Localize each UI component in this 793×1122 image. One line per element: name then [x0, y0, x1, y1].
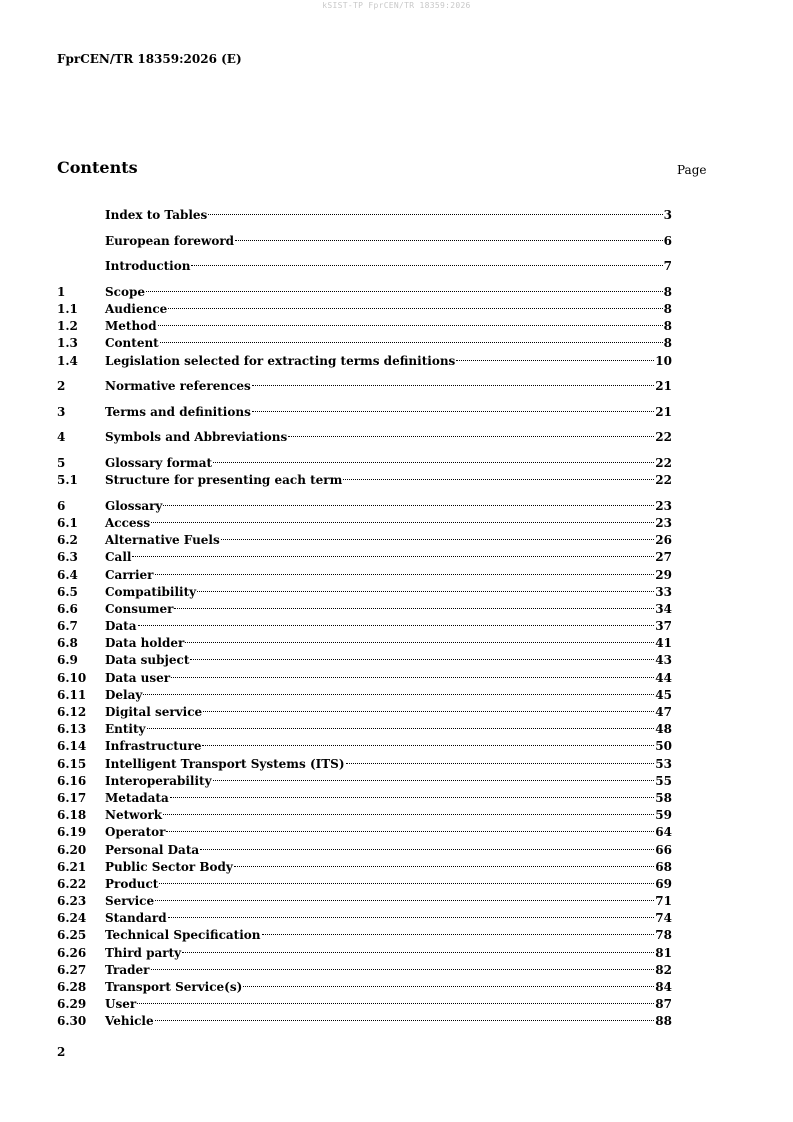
- toc-entry-page[interactable]: 71: [655, 894, 672, 909]
- toc-entry-page[interactable]: 69: [655, 876, 672, 891]
- toc-entry-page[interactable]: 26: [655, 533, 672, 548]
- toc-entry[interactable]: [57, 1008, 672, 1029]
- toc-entry-title[interactable]: Carrier: [105, 567, 154, 582]
- toc-entry-title[interactable]: Public Sector Body: [105, 859, 233, 874]
- toc-entry-title[interactable]: Data holder: [105, 636, 185, 651]
- toc-entry-title[interactable]: Vehicle: [105, 1014, 154, 1029]
- toc-dot-leader: [197, 579, 654, 596]
- toc-entry-number: 6.4: [57, 567, 78, 582]
- toc-entry-page[interactable]: 66: [655, 842, 672, 857]
- toc-entry[interactable]: [57, 561, 672, 582]
- toc-entry-title[interactable]: Service: [105, 894, 155, 909]
- toc-entry-title[interactable]: Consumer: [105, 601, 174, 616]
- toc-entry-page[interactable]: 22: [655, 455, 672, 470]
- toc-entry-number: 6.28: [57, 980, 87, 994]
- toc-entry-page[interactable]: 34: [655, 601, 672, 616]
- toc-entry-page[interactable]: 10: [655, 353, 672, 368]
- toc-entry[interactable]: [57, 450, 672, 470]
- toc-dot-leader: [160, 330, 663, 347]
- toc-entry-page[interactable]: 33: [655, 584, 672, 599]
- toc-entry-page[interactable]: 59: [655, 808, 672, 823]
- toc-entry-number: 1.3: [57, 336, 78, 351]
- table-of-contents: [57, 202, 672, 1029]
- toc-dot-leader: [163, 493, 654, 510]
- toc-dot-leader: [174, 596, 654, 613]
- toc-dot-leader: [346, 750, 655, 767]
- toc-dot-leader: [213, 768, 655, 785]
- toc-entry-title[interactable]: Data: [105, 619, 137, 634]
- toc-dot-leader: [202, 733, 654, 750]
- toc-entry-number: 6.2: [57, 533, 78, 548]
- toc-dot-leader: [191, 253, 662, 270]
- toc-entry-title[interactable]: Alternative Fuels: [105, 533, 220, 548]
- toc-dot-leader: [132, 544, 654, 561]
- toc-dot-leader: [143, 682, 654, 699]
- toc-entry-number: 6.26: [57, 945, 87, 960]
- toc-entry[interactable]: [57, 699, 672, 719]
- toc-dot-leader: [262, 922, 655, 939]
- toc-entry-page[interactable]: 6: [663, 233, 672, 248]
- toc-dot-leader: [168, 296, 662, 313]
- toc-entry-number: 6.24: [57, 911, 87, 926]
- toc-entry-title[interactable]: Index to Tables: [105, 208, 208, 223]
- toc-entry-title[interactable]: Content: [105, 336, 159, 351]
- toc-entry-title[interactable]: Data subject: [105, 653, 190, 668]
- toc-dot-leader: [159, 871, 654, 888]
- toc-entry-number: 6.30: [57, 1014, 87, 1029]
- toc-dot-leader: [252, 373, 655, 390]
- toc-dot-leader: [235, 228, 663, 245]
- toc-entry[interactable]: [57, 493, 672, 513]
- page-column-label: Page: [677, 163, 707, 177]
- toc-entry-title[interactable]: Interoperability: [105, 773, 212, 788]
- toc-entry-number: 3: [57, 404, 66, 419]
- toc-entry-page[interactable]: 47: [655, 705, 672, 719]
- toc-entry-page[interactable]: 87: [655, 997, 672, 1012]
- toc-dot-leader: [182, 939, 654, 956]
- toc-entry-title[interactable]: User: [105, 997, 137, 1012]
- toc-entry-number: 1.1: [57, 302, 78, 317]
- toc-entry[interactable]: [57, 544, 672, 565]
- toc-entry-title[interactable]: Intelligent Transport Systems (ITS): [105, 756, 345, 771]
- toc-dot-leader: [252, 399, 654, 416]
- toc-entry-number: 6.27: [57, 962, 87, 977]
- toc-entry-page[interactable]: 8: [663, 284, 672, 299]
- toc-entry-page[interactable]: 43: [655, 653, 672, 668]
- toc-entry-number: 6.25: [57, 928, 87, 943]
- toc-dot-leader: [171, 664, 654, 681]
- toc-entry-title[interactable]: Infrastructure: [105, 739, 202, 754]
- toc-entry-number: 6.13: [57, 722, 87, 737]
- toc-entry-number: 6: [57, 498, 66, 513]
- toc-entry-page[interactable]: 68: [655, 859, 672, 874]
- toc-dot-leader: [168, 905, 655, 922]
- toc-entry-page[interactable]: 82: [655, 962, 672, 977]
- toc-entry-title[interactable]: Digital service: [105, 705, 203, 719]
- toc-entry-page[interactable]: 37: [655, 619, 672, 634]
- toc-entry-page[interactable]: 23: [655, 515, 672, 530]
- toc-entry-title[interactable]: European foreword: [105, 233, 235, 248]
- toc-entry[interactable]: [57, 279, 672, 299]
- toc-entry[interactable]: [57, 630, 672, 651]
- toc-entry-page[interactable]: 41: [655, 636, 672, 651]
- toc-entry-number: 6.29: [57, 997, 87, 1012]
- toc-entry[interactable]: [57, 991, 672, 1012]
- toc-entry-page[interactable]: 81: [655, 945, 672, 960]
- toc-entry-title[interactable]: Technical Specification: [105, 928, 261, 943]
- toc-entry-title[interactable]: Access: [105, 515, 151, 530]
- toc-dot-leader: [190, 647, 654, 664]
- toc-entry-number: 6.6: [57, 601, 78, 616]
- toc-entry[interactable]: [57, 716, 672, 737]
- document-id: FprCEN/TR 18359:2026 (E): [57, 52, 242, 66]
- toc-dot-leader: [146, 279, 663, 296]
- toc-dot-leader: [138, 613, 655, 630]
- toc-entry-title[interactable]: Delay: [105, 687, 143, 702]
- toc-entry-page[interactable]: 7: [663, 259, 672, 274]
- toc-entry-number: 6.18: [57, 808, 87, 823]
- toc-entry-number: 6.7: [57, 619, 78, 634]
- toc-dot-leader: [163, 802, 654, 819]
- toc-entry-number: 6.19: [57, 825, 87, 840]
- toc-entry[interactable]: [57, 613, 672, 634]
- toc-entry-page[interactable]: 48: [655, 722, 672, 737]
- toc-entry-number: 6.15: [57, 756, 87, 771]
- toc-dot-leader: [208, 202, 662, 219]
- toc-dot-leader: [151, 957, 655, 974]
- toc-entry-title[interactable]: Metadata: [105, 790, 169, 805]
- toc-dot-leader: [166, 819, 654, 836]
- toc-entry-number: 6.17: [57, 790, 87, 805]
- toc-entry-page[interactable]: 8: [663, 302, 672, 317]
- toc-entry-page[interactable]: 53: [655, 756, 672, 771]
- toc-entry-title[interactable]: Terms and definitions: [105, 404, 251, 419]
- toc-entry-number: 1: [57, 284, 66, 299]
- toc-entry-number: 6.9: [57, 653, 78, 668]
- toc-entry-number: 6.11: [57, 687, 87, 702]
- toc-entry-title[interactable]: Data user: [105, 670, 171, 685]
- toc-entry-title[interactable]: Personal Data: [105, 842, 200, 857]
- toc-dot-leader: [200, 836, 654, 853]
- toc-entry-title[interactable]: Trader: [105, 962, 150, 977]
- toc-entry-page[interactable]: 29: [655, 567, 672, 582]
- toc-entry-page[interactable]: 3: [663, 208, 672, 223]
- toc-entry-page[interactable]: 74: [655, 911, 672, 926]
- toc-entry[interactable]: [57, 733, 672, 754]
- toc-entry-title[interactable]: Introduction: [105, 259, 191, 274]
- toc-entry-number: 6.21: [57, 859, 87, 874]
- toc-entry[interactable]: [57, 682, 672, 702]
- toc-entry-title[interactable]: Normative references: [105, 379, 251, 394]
- toc-entry-number: 5.1: [57, 473, 78, 488]
- toc-dot-leader: [170, 785, 655, 802]
- toc-entry-page[interactable]: 64: [655, 825, 672, 840]
- toc-entry[interactable]: [57, 228, 672, 248]
- toc-dot-leader: [288, 424, 654, 441]
- toc-dot-leader: [155, 1008, 655, 1025]
- toc-entry-page[interactable]: 22: [655, 430, 672, 445]
- toc-entry[interactable]: [57, 296, 672, 317]
- toc-dot-leader: [155, 888, 654, 905]
- toc-entry-title[interactable]: Product: [105, 876, 159, 891]
- toc-entry-number: 6.1: [57, 515, 78, 530]
- contents-title: Contents: [57, 158, 138, 177]
- toc-entry-number: 6.16: [57, 773, 87, 788]
- toc-entry[interactable]: [57, 253, 672, 274]
- toc-entry-number: 6.20: [57, 842, 87, 857]
- toc-entry-title[interactable]: Glossary format: [105, 455, 213, 470]
- toc-entry-title[interactable]: Structure for presenting each term: [105, 473, 343, 488]
- toc-dot-leader: [203, 699, 654, 716]
- toc-entry-number: 1.2: [57, 319, 78, 334]
- toc-entry-page[interactable]: 50: [655, 739, 672, 754]
- toc-entry-number: 4: [57, 430, 66, 445]
- toc-entry-number: 6.12: [57, 705, 87, 719]
- toc-dot-leader: [151, 510, 654, 527]
- toc-entry-page[interactable]: 23: [655, 498, 672, 513]
- toc-entry-title[interactable]: Scope: [105, 284, 146, 299]
- toc-entry-title[interactable]: Entity: [105, 722, 146, 737]
- toc-entry-number: 6.22: [57, 876, 87, 891]
- toc-entry-page[interactable]: 27: [655, 550, 672, 565]
- toc-entry[interactable]: [57, 399, 672, 419]
- toc-entry-page[interactable]: 44: [655, 670, 672, 685]
- toc-entry-number: 6.23: [57, 894, 87, 909]
- toc-entry[interactable]: [57, 373, 672, 394]
- toc-entry-page[interactable]: 88: [655, 1014, 672, 1029]
- toc-entry-title[interactable]: Method: [105, 319, 157, 334]
- toc-entry-title[interactable]: Call: [105, 550, 132, 565]
- toc-entry-title[interactable]: Symbols and Abbreviations: [105, 430, 288, 445]
- toc-entry-number: 6.14: [57, 739, 87, 754]
- toc-entry-page[interactable]: 58: [655, 790, 672, 805]
- toc-dot-leader: [343, 467, 654, 484]
- toc-entry-page[interactable]: 8: [663, 336, 672, 351]
- toc-entry-page[interactable]: 78: [655, 928, 672, 943]
- toc-entry-title[interactable]: Transport Service(s): [105, 980, 243, 994]
- toc-entry-title[interactable]: Audience: [105, 302, 168, 317]
- toc-entry-page[interactable]: 8: [663, 319, 672, 334]
- toc-dot-leader: [234, 854, 654, 871]
- toc-entry-title[interactable]: Third party: [105, 945, 182, 960]
- toc-entry-page[interactable]: 21: [655, 404, 672, 419]
- toc-dot-leader: [456, 347, 654, 364]
- toc-entry-number: 2: [57, 379, 66, 394]
- watermark: kSIST-TP FprCEN/TR 18359:2026: [322, 1, 471, 10]
- toc-entry-title[interactable]: Network: [105, 808, 163, 823]
- toc-entry-number: 6.5: [57, 584, 78, 599]
- toc-entry-page[interactable]: 55: [655, 773, 672, 788]
- toc-dot-leader: [147, 716, 655, 733]
- toc-entry-title[interactable]: Glossary: [105, 498, 163, 513]
- toc-entry-number: 6.3: [57, 550, 78, 565]
- toc-entry-page[interactable]: 45: [655, 687, 672, 702]
- toc-entry-number: 5: [57, 455, 66, 470]
- toc-entry-title[interactable]: Standard: [105, 911, 167, 926]
- toc-entry[interactable]: [57, 424, 672, 445]
- toc-dot-leader: [155, 561, 655, 578]
- toc-dot-leader: [243, 974, 654, 991]
- page-number: 2: [57, 1045, 66, 1059]
- toc-dot-leader: [185, 630, 654, 647]
- toc-entry-page[interactable]: 22: [655, 473, 672, 488]
- toc-entry-number: 1.4: [57, 353, 78, 368]
- toc-dot-leader: [137, 991, 654, 1008]
- toc-dot-leader: [158, 313, 663, 330]
- toc-entry-title[interactable]: Legislation selected for extracting terms definitions: [105, 353, 456, 368]
- toc-entry-title[interactable]: Compatibility: [105, 584, 197, 599]
- toc-entry[interactable]: [57, 202, 672, 223]
- toc-dot-leader: [221, 527, 655, 544]
- toc-entry-number: 6.8: [57, 636, 78, 651]
- toc-dot-leader: [213, 450, 654, 467]
- toc-entry-number: 6.10: [57, 670, 87, 685]
- toc-entry-title[interactable]: Operator: [105, 825, 166, 840]
- toc-entry-page[interactable]: 84: [655, 980, 672, 994]
- toc-entry-page[interactable]: 21: [655, 379, 672, 394]
